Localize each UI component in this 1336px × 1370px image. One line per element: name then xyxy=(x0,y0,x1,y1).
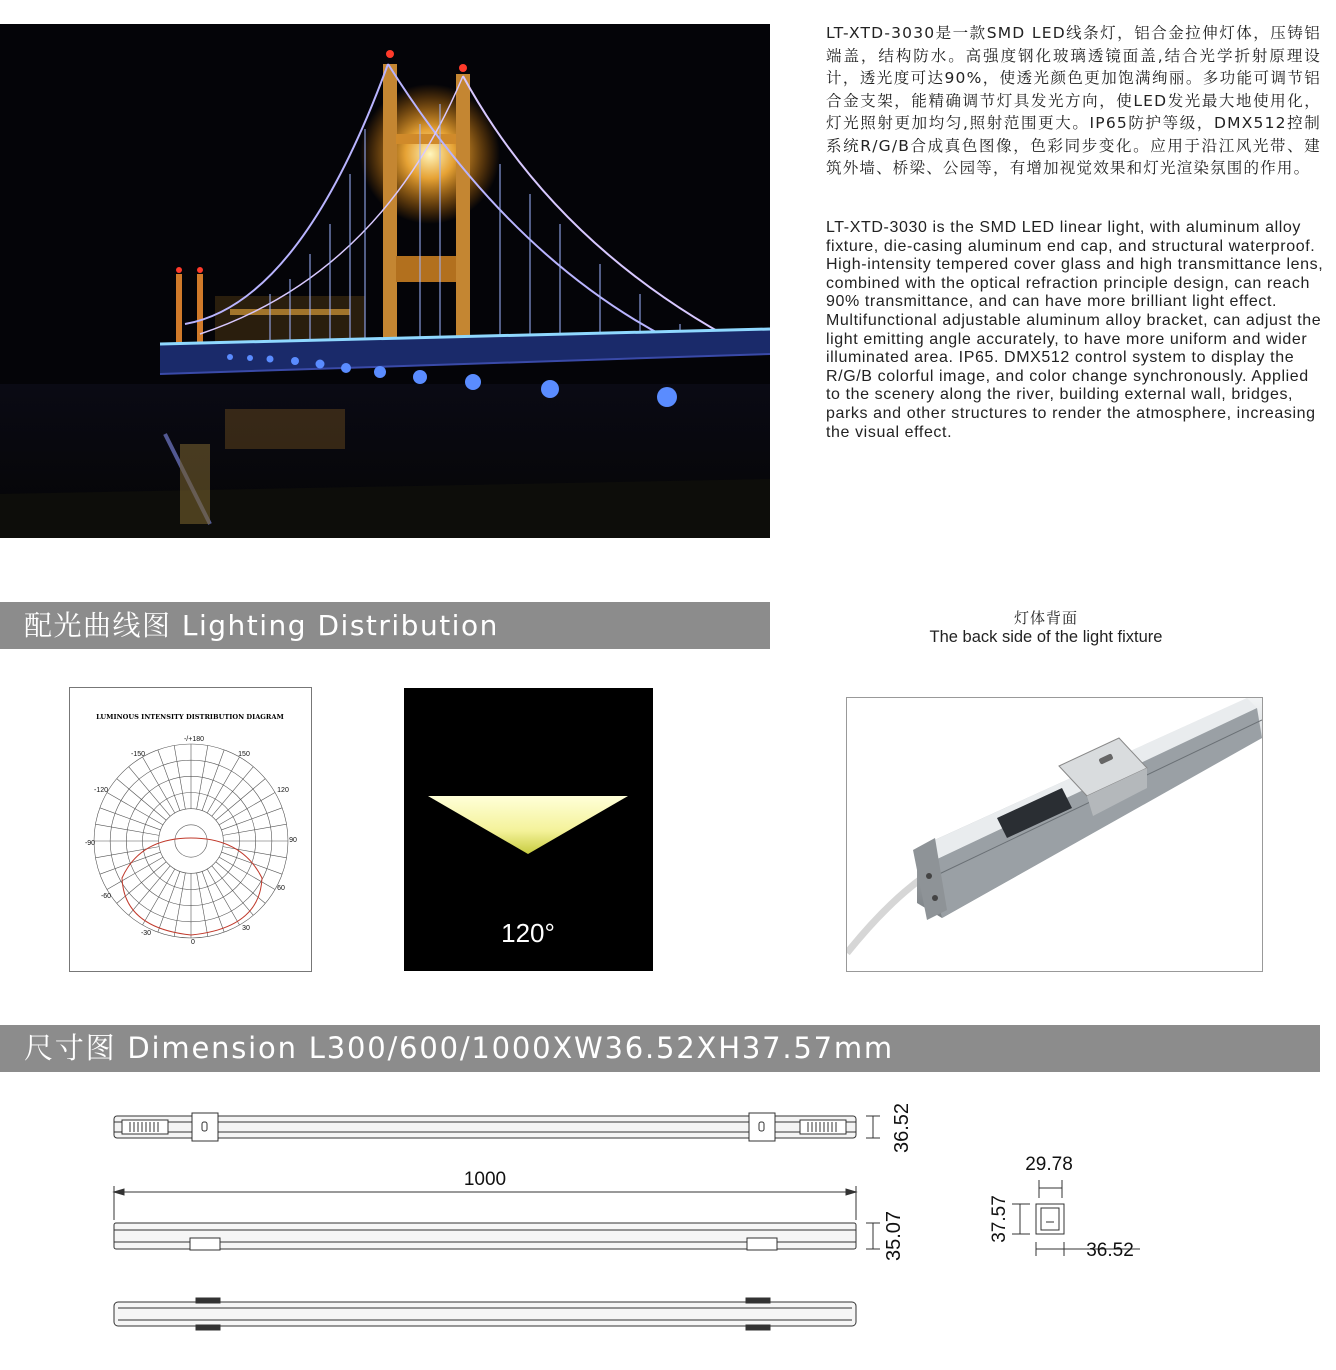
fixture-bottom-view xyxy=(114,1298,856,1330)
lighting-distribution-title: 配光曲线图 Lighting Distribution xyxy=(24,609,499,642)
polar-label-m60: -60 xyxy=(100,893,112,900)
dimension-title: 尺寸图 Dimension L300/600/1000XW36.52XH37.57mm xyxy=(24,1031,894,1065)
polar-label-0: 0 xyxy=(191,939,195,946)
polar-label-180: -/+180 xyxy=(183,736,205,743)
polar-ring xyxy=(159,809,224,874)
side-height-label: 35.07 xyxy=(883,1210,905,1262)
polar-label-m90: -90 xyxy=(84,840,96,847)
fixture-back-photo xyxy=(846,697,1263,972)
lighting-distribution-header xyxy=(0,602,770,649)
polar-label-m150: -150 xyxy=(130,751,146,758)
length-label: 1000 xyxy=(463,1169,507,1190)
back-side-caption-chinese: 灯体背面 xyxy=(1013,609,1078,627)
polar-label-150: 150 xyxy=(238,751,250,758)
description-english: LT-XTD-3030 is the SMD LED linear light, with aluminum alloy fixture, die-casing aluminum end cap, and structural waterproof. High-intensity tempered cover glass and high transmittance lens, combined with the optical refraction principle design, can reach 90% transmittance, and can have more brilliant light effect. Multifunctional adjustable aluminum alloy bracket, can adjust the light emitting angle accurately, to have more uniform and wider illuminated area. IP65. DMX512 control system to display the R/G/B colorful image, and color change synchronously. Applied to the scenery along the river, building external wall, bridges, parks and other structures to render the atmosphere, increasing the visual effect. xyxy=(826,219,1324,441)
polar-label-120: 120 xyxy=(277,787,289,794)
polar-label-90: 90 xyxy=(289,837,297,844)
fixture-top-view xyxy=(114,1113,880,1141)
polar-label-60: 60 xyxy=(277,885,285,892)
length-dimension xyxy=(114,1186,856,1220)
fixture-illustration xyxy=(847,698,1262,971)
beam-angle-label: 120° xyxy=(501,918,555,948)
description-chinese: LT-XTD-3030是一款SMD LED线条灯，铝合金拉伸灯体，压铸铝端盖，结构防水。高强度钢化玻璃透镜面盖,结合光学折射原理设计，透光度可达90%，使透光颜色更加饱满绚丽。多功能可调节铝合金支架，能精确调节灯具发光方向，使LED发光最大地使用化，灯光照射更加均匀,照射范围更大。IP65防护等级，DMX512控制系统R/G/B合成真色图像，色彩同步变化。应用于沿江风光带、建筑外墙、桥梁、公园等，有增加视觉效果和灯光渲染氛围的作用。 xyxy=(826,24,1321,177)
polar-label-m120: -120 xyxy=(93,787,109,794)
polar-chart xyxy=(70,688,311,971)
polar-label-30: 30 xyxy=(242,925,250,932)
polar-title: LUMINOUS INTENSITY DISTRIBUTION DIAGRAM xyxy=(96,713,284,721)
dimension-drawings xyxy=(0,1080,1336,1370)
bridge-illustration xyxy=(0,24,770,538)
bridge-night-photo xyxy=(0,24,770,538)
width-label: 36.52 xyxy=(891,1102,913,1154)
polar-label-m30: -30 xyxy=(140,930,152,937)
light-beam-shape xyxy=(428,796,628,854)
intensity-curve xyxy=(122,838,262,935)
section-height-label: 37.57 xyxy=(989,1195,1010,1243)
polar-ring xyxy=(175,825,207,857)
beam-illustration xyxy=(404,688,653,971)
section-depth-label: 36.52 xyxy=(1086,1240,1134,1261)
fixture-side-view xyxy=(114,1223,880,1250)
back-side-caption-english: The back side of the light fixture xyxy=(929,628,1163,646)
luminous-intensity-diagram xyxy=(69,687,312,972)
dimension-header xyxy=(0,1025,1320,1072)
beam-angle-panel xyxy=(404,688,653,971)
section-width-label: 29.78 xyxy=(1025,1154,1073,1175)
